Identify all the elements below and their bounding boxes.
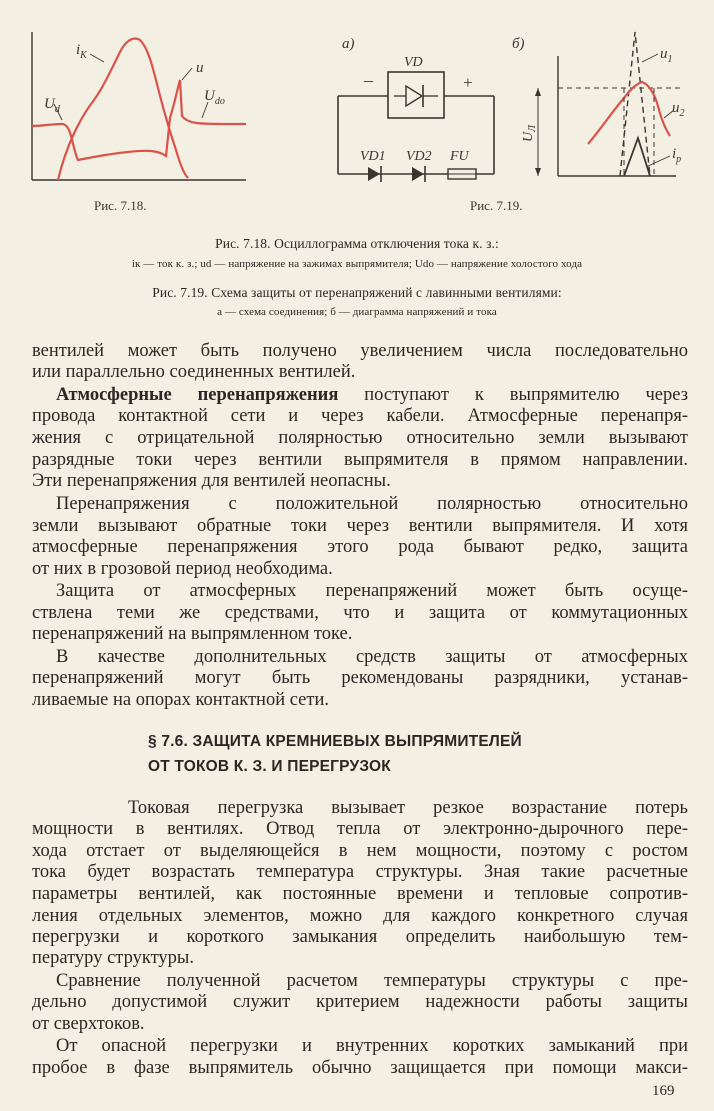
ik-label: $i_K$ <box>76 42 87 61</box>
u1-label: $u_1$ <box>660 46 673 65</box>
caption-7-19-legend: а — схема соединения; б — диаграмма напряжений и тока <box>217 306 497 318</box>
text-line: мощности в вентилях. Отвод тепла от электронно-дырочного пере- <box>32 819 688 839</box>
caption-7-19-title: Рис. 7.19. Схема защиты от перенапряжений с лавинными вентилями: <box>152 285 562 300</box>
text-line: провода контактной сети и через кабели. Атмосферные перенапря- <box>32 406 688 426</box>
text-line: ствлена теми же средствами, что и защита от коммутационных <box>32 603 688 623</box>
vd2-label: VD2 <box>406 149 432 164</box>
text-line: земли вызывают обратные токи через вентили выпрямителя. И хотя <box>32 516 688 536</box>
text-line: Атмосферные перенапряжения поступают к выпрямителю через <box>56 385 688 405</box>
section-heading: ОТ ТОКОВ К. З. И ПЕРЕГРУЗОК <box>148 758 391 775</box>
text-line: от сверхтоков. <box>32 1014 145 1034</box>
caption-7-18-title: Рис. 7.18. Осциллограмма отключения тока к. з.: <box>215 236 499 251</box>
text-line: ления отдельных элементов, можно для каждого конкретного случая <box>32 906 688 926</box>
panel-b-label: б) <box>512 36 525 52</box>
text-line: перегрузки и короткого замыкания определить наибольшую тем- <box>32 927 688 947</box>
u2-curve <box>588 82 670 144</box>
figure-7-19-b <box>508 26 694 196</box>
text-line: Эти перенапряжения для вентилей неопасны. <box>32 471 391 491</box>
u-label: u <box>196 60 204 76</box>
text-line: В качестве дополнительных средств защиты от атмосферных <box>56 647 688 667</box>
text-line: вентилей может быть получено увеличением числа последовательно <box>32 341 688 361</box>
vd1-label: VD1 <box>360 149 386 164</box>
ud-label: $U_d$ <box>44 96 60 115</box>
text-line: атмосферные перенапряжения этого рода бывают редко, защита <box>32 537 688 557</box>
text-line: пературу структуры. <box>32 948 194 968</box>
figure-7-19-a <box>330 26 510 196</box>
section-heading: § 7.6. ЗАЩИТА КРЕМНИЕВЫХ ВЫПРЯМИТЕЛЕЙ <box>148 733 522 750</box>
text-line: перенапряжений могут быть рекомендованы разрядники, устанав- <box>32 668 688 688</box>
bold-term: Атмосферные перенапряжения <box>56 385 339 405</box>
figure-7-18 <box>28 28 258 193</box>
text-line: жения с отрицательной полярностью относительно земли вызывают <box>32 428 688 448</box>
text-line: пробое в фазе выпрямитель обычно защищается при помощи макси- <box>32 1058 688 1078</box>
text-line: ливаемые на опорах контактной сети. <box>32 690 329 710</box>
text-line: от них в грозовой период необходима. <box>32 559 333 579</box>
plus-label: + <box>462 73 474 92</box>
text-line: перенапряжений на выпрямленном токе. <box>32 624 353 644</box>
vd-diode-icon <box>406 86 422 106</box>
vd-label: VD <box>404 55 423 70</box>
text-line: Токовая перегрузка вызывает резкое возрастание потерь <box>128 798 688 818</box>
text-line: дельно допустимой служит критерием надежности работы защиты <box>32 992 688 1012</box>
text-line: Перенапряжения с положительной полярностью относительно <box>56 494 688 514</box>
ul-label: $U_Л$ <box>521 125 538 142</box>
caption-7-18-legend: iк — ток к. з.; ud — напряжение на зажимах выпрямителя; Udo — напряжение холостого хода <box>131 258 583 270</box>
u2-label: $u_2$ <box>672 100 685 119</box>
text-line: тока будет возрастать температура структуры. Зная такие расчетные <box>32 862 688 882</box>
minus-label: – <box>364 70 373 90</box>
vd1-diode-icon <box>368 167 380 181</box>
vd-box <box>388 72 444 118</box>
text-line: От опасной перегрузки и внутренних коротких замыканий при <box>56 1036 688 1056</box>
text-line: Защита от атмосферных перенапряжений может быть осуще- <box>56 581 688 601</box>
text-line: разрядные токи через вентили выпрямителя в прямом направлении. <box>32 450 688 470</box>
page-number: 169 <box>652 1083 675 1099</box>
text-line: или параллельно соединенных вентилей. <box>32 362 356 382</box>
fig-7-18-number: Рис. 7.18. <box>94 198 147 213</box>
text-line: Сравнение полученной расчетом температуры структуры с пре- <box>56 971 688 991</box>
text-line: параметры вентилей, как постоянные времени и тепловые сопротив- <box>32 884 688 904</box>
text-line: хода отстает от выделяющейся в нем мощности, поэтому с ростом <box>32 841 688 861</box>
ip-label: $i_p$ <box>672 146 682 165</box>
fu-label: FU <box>450 149 469 164</box>
fig-7-19-number: Рис. 7.19. <box>470 198 523 213</box>
vd2-diode-icon <box>412 167 424 181</box>
panel-a-label: а) <box>342 36 355 52</box>
ip-pulse <box>624 138 650 176</box>
udo-label: $U_{do}$ <box>204 88 225 107</box>
